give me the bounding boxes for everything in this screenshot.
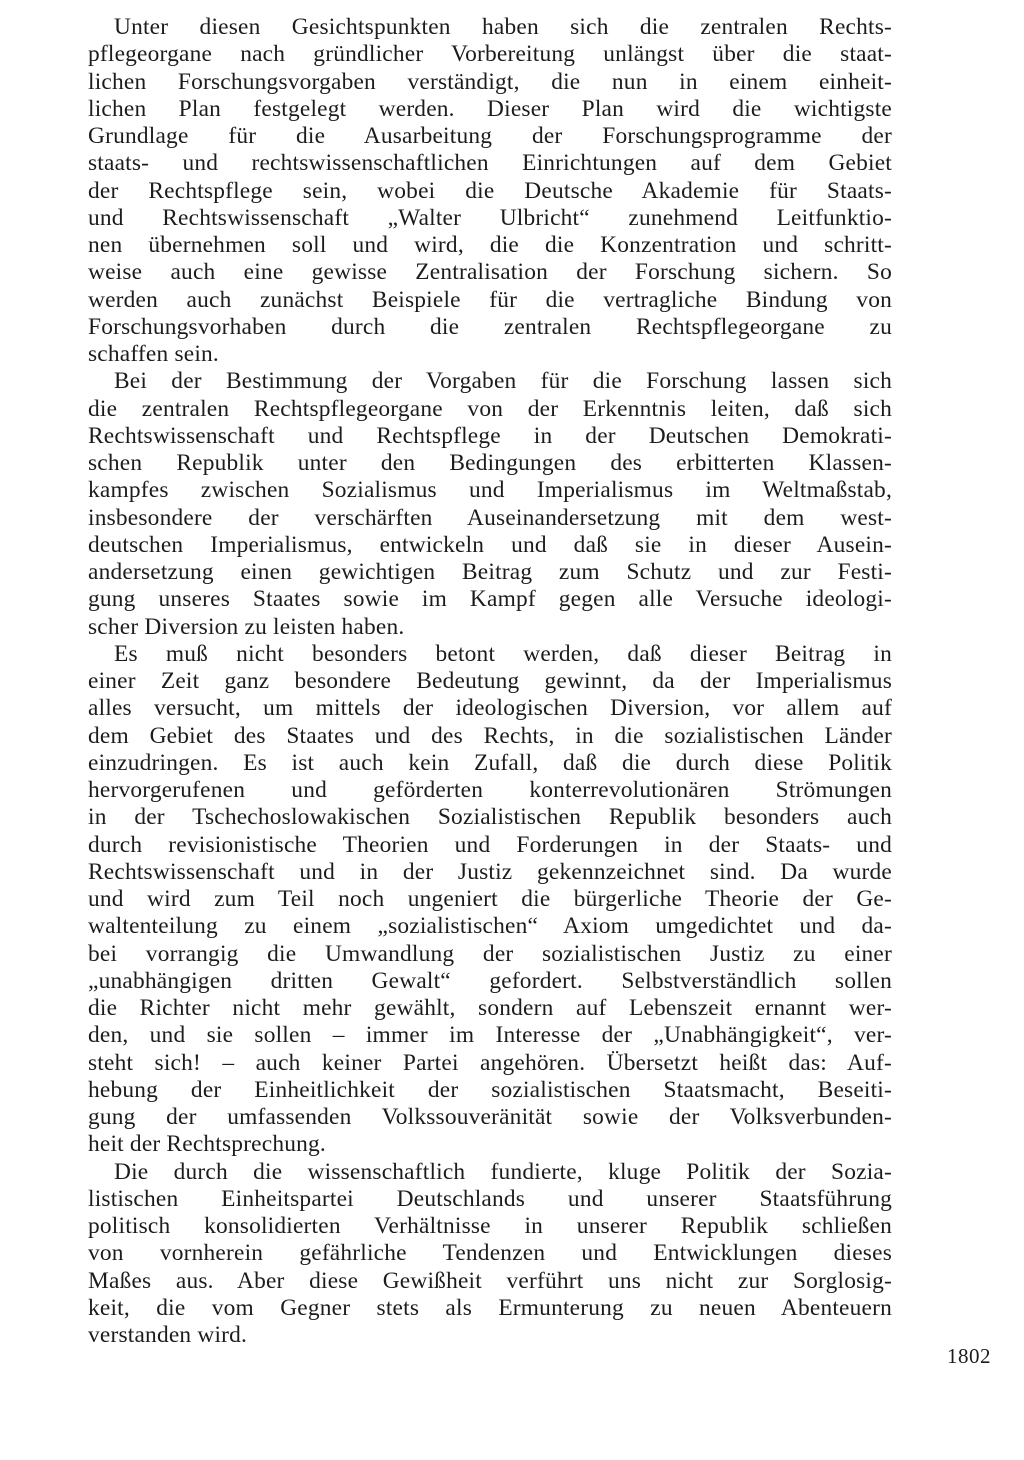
text-line: weise auch eine gewisse Zentralisation der Forschung sichern. So <box>88 259 892 286</box>
paragraph <box>88 368 892 641</box>
text-line: Die durch die wissenschaftlich fundierte, kluge Politik der Sozia- <box>114 1158 892 1185</box>
text-line: nen übernehmen soll und wird, die die Konzentration und schritt- <box>88 232 892 258</box>
text-line: schen Republik unter den Bedingungen des erbitterten Klassen- <box>88 450 892 476</box>
paragraph <box>88 641 892 1159</box>
text-line: und Rechtswissenschaft „Walter Ulbricht“ zunehmend Leitfunktio- <box>88 204 892 231</box>
text-line: „unabhängigen dritten Gewalt“ gefordert. Selbstverständlich sollen <box>88 967 892 994</box>
text-line: die zentralen Rechtspflegeorgane von der Erkenntnis leiten, daß sich <box>88 395 892 422</box>
text-line: von vornherein gefährliche Tendenzen und Entwicklungen dieses <box>88 1240 892 1267</box>
text-line: den, und sie sollen – immer im Interesse der „Unabhängigkeit“, ver- <box>88 1022 892 1049</box>
text-line: kampfes zwischen Sozialismus und Imperialismus im Weltmaßstab, <box>88 477 892 504</box>
text-line: steht sich! – auch keiner Partei angehören. Übersetzt heißt das: Auf- <box>88 1049 892 1076</box>
text-line: schaffen sein. <box>88 341 219 367</box>
text-line: durch revisionistische Theorien und Forderungen in der Staats- und <box>88 831 892 858</box>
text-line: alles versucht, um mittels der ideologischen Diversion, vor allem auf <box>88 695 892 722</box>
text-line: insbesondere der verschärften Auseinandersetzung mit dem west- <box>88 504 892 531</box>
text-line: gung unseres Staates sowie im Kampf gegen alle Versuche ideologi- <box>88 586 892 613</box>
text-line: einer Zeit ganz besondere Bedeutung gewinnt, da der Imperialismus <box>88 668 892 694</box>
text-line: Unter diesen Gesichtspunkten haben sich die zentralen Rechts- <box>114 14 892 40</box>
text-line: Forschungsvorhaben durch die zentralen Rechtspflegeorgane zu <box>88 313 892 340</box>
text-line: staats- und rechtswissenschaftlichen Einrichtungen auf dem Gebiet <box>88 150 892 177</box>
text-line: Grundlage für die Ausarbeitung der Forschungsprogramme der <box>88 123 892 149</box>
text-line: heit der Rechtsprechung. <box>88 1131 326 1158</box>
text-line: Rechtswissenschaft und in der Justiz gekennzeichnet sind. Da wurde <box>88 858 892 885</box>
text-line: deutschen Imperialismus, entwickeln und daß sie in dieser Ausein- <box>88 531 892 558</box>
text-line: pflegeorgane nach gründlicher Vorbereitung unlängst über die staat- <box>88 41 892 68</box>
text-line: andersetzung einen gewichtigen Beitrag zum Schutz und zur Festi- <box>88 559 892 585</box>
text-line: werden auch zunächst Beispiele für die vertragliche Bindung von <box>88 286 892 313</box>
text-line: Maßes aus. Aber diese Gewißheit verführt uns nicht zur Sorglosig- <box>88 1267 892 1294</box>
body-text <box>88 14 892 1349</box>
text-line: der Rechtspflege sein, wobei die Deutsche Akademie für Staats- <box>88 177 892 204</box>
text-line: Bei der Bestimmung der Vorgaben für die Forschung lassen sich <box>114 368 892 395</box>
text-line: hebung der Einheitlichkeit der sozialistischen Staatsmacht, Beseiti- <box>88 1076 892 1103</box>
text-line: Rechtswissenschaft und Rechtspflege in der Deutschen Demokrati- <box>88 422 892 449</box>
text-line: lichen Plan festgelegt werden. Dieser Plan wird die wichtigste <box>88 95 892 122</box>
text-line: in der Tschechoslowakischen Sozialistischen Republik besonders auch <box>88 804 892 831</box>
text-line: hervorgerufenen und geförderten konterrevolutionären Strömungen <box>88 777 892 803</box>
text-line: politisch konsolidierten Verhältnisse in unserer Republik schließen <box>88 1213 892 1239</box>
text-line: dem Gebiet des Staates und des Rechts, in die sozialistischen Länder <box>88 722 892 749</box>
text-line: keit, die vom Gegner stets als Ermunterung zu neuen Abenteuern <box>88 1294 892 1321</box>
text-line: waltenteilung zu einem „sozialistischen“ Axiom umgedichtet und da- <box>88 913 892 940</box>
paragraph <box>88 1159 892 1350</box>
text-line: Es muß nicht besonders betont werden, daß dieser Beitrag in <box>114 640 892 667</box>
text-line: scher Diversion zu leisten haben. <box>88 613 405 640</box>
page-number: 1802 <box>947 1344 991 1368</box>
text-line: lichen Forschungsvorgaben verständigt, die nun in einem einheit- <box>88 68 892 95</box>
text-line: listischen Einheitspartei Deutschlands und unserer Staatsführung <box>88 1185 892 1212</box>
text-line: die Richter nicht mehr gewählt, sondern auf Lebenszeit ernannt wer- <box>88 995 892 1021</box>
paragraph <box>88 14 892 368</box>
text-line: und wird zum Teil noch ungeniert die bürgerliche Theorie der Ge- <box>88 886 892 912</box>
text-line: einzudringen. Es ist auch kein Zufall, daß die durch diese Politik <box>88 749 892 776</box>
text-line: gung der umfassenden Volkssouveränität sowie der Volksverbunden- <box>88 1104 892 1130</box>
text-line: verstanden wird. <box>88 1322 248 1348</box>
text-line: bei vorrangig die Umwandlung der sozialistischen Justiz zu einer <box>88 940 892 967</box>
document-page <box>88 14 892 1349</box>
